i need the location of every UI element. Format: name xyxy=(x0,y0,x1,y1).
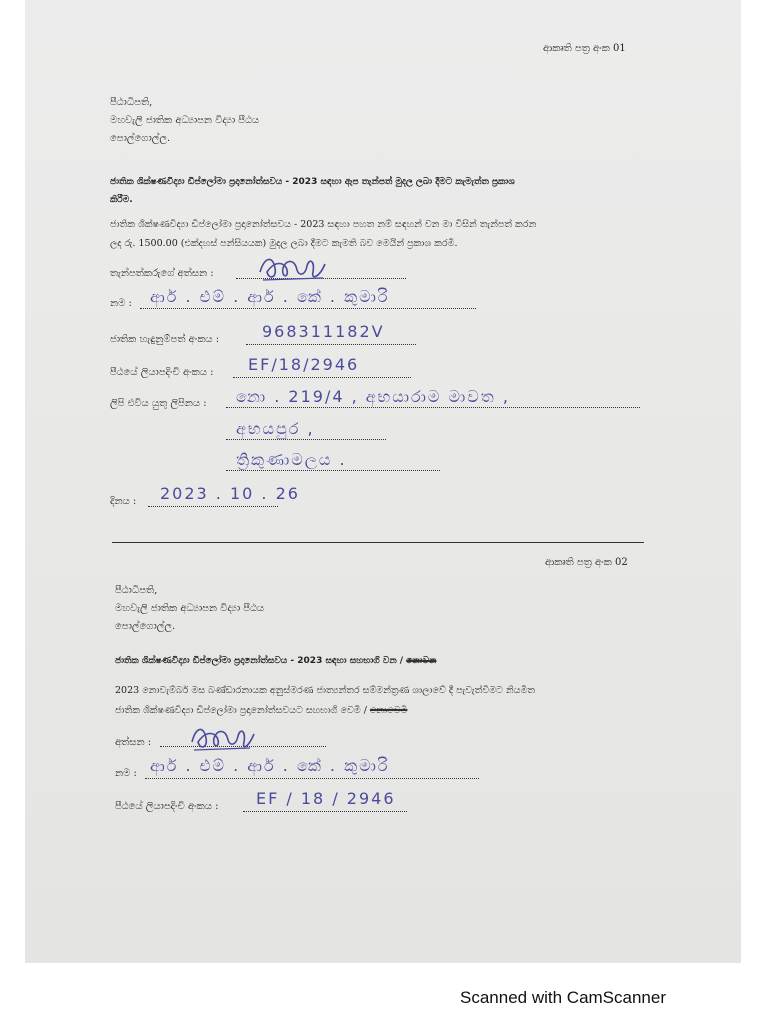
scanned-paper xyxy=(25,0,741,963)
section-divider xyxy=(112,542,644,543)
form2-reg-value: EF / 18 / 2946 xyxy=(256,789,396,808)
form2-name-line xyxy=(145,778,479,779)
form1-body-line2: ලද රු. 1500.00 (එක්දහස් පන්සියයක) මුදල ලබා දීමට කැමති බව මෙයින් ප්‍රකාශ කරමි. xyxy=(110,238,458,249)
form1-institution: මහවැලි ජාතික අධ්‍යාපන විද්‍යා පීඨය xyxy=(110,115,260,126)
form1-reg-value: EF/18/2946 xyxy=(248,355,360,374)
form2-name-label: නම : xyxy=(115,768,137,779)
form1-subject: ජාතික ශික්ෂණවිද්‍යා ඩිප්ලෝමා ප්‍රදානෝත්සවය - 2023 සඳහා ඇප තැන්පත් මුදල ලබා දීමට කැමැත්ත ප්‍රකාශ xyxy=(110,177,515,187)
form1-date-value: 2023 . 10 . 26 xyxy=(160,484,300,503)
form2-body-line1: 2023 නොවැම්බර් මස බණ්ඩාරනායක අනුස්මරණ ජාත්‍යන්තර සම්මන්ත්‍රණ ශාලාවේ දී පැවැත්වීමට නියමිත xyxy=(115,685,535,696)
form1-nic-value: 968311182V xyxy=(262,322,385,341)
form1-subject-cont: කිරීම. xyxy=(110,195,133,205)
form2-subject xyxy=(115,656,436,666)
form2-body-line2 xyxy=(115,705,407,716)
form1-nic-label: ජාතික හැඳුනුම්පත් අංකය : xyxy=(110,334,220,345)
form1-number: ආකෘති පත්‍ර අංක 01 xyxy=(543,43,626,54)
form1-name-label: නම : xyxy=(110,298,132,309)
form1-reg-line xyxy=(233,377,411,378)
form2-signature-label: අත්සන : xyxy=(115,737,152,748)
form1-date-label: දිනය : xyxy=(110,496,137,507)
form1-date-line xyxy=(148,506,278,507)
form1-name-line xyxy=(140,308,476,309)
form1-city: පොල්ගොල්ල. xyxy=(110,133,171,144)
form1-signature xyxy=(255,250,335,286)
form1-address-value1: නො . 219/4 , අභයාරාම මාවත , xyxy=(236,387,510,406)
form1-address-line2 xyxy=(226,439,386,440)
form2-name-value: ආර් . එම් . ආර් . කේ . කුමාරි xyxy=(150,756,390,775)
form1-addressee: පීඨාධිපති, xyxy=(110,97,153,108)
form1-signature-label: තැන්පත්කරුගේ අත්සන : xyxy=(110,268,214,279)
form2-subject-text: ජාතික ශික්ෂණවිද්‍යා ඩිප්ලෝමා ප්‍රදානෝත්සවය - 2023 සඳහා සහභාගි වන / xyxy=(115,656,404,666)
form2-signature xyxy=(188,720,258,756)
scanner-watermark: Scanned with CamScanner xyxy=(460,988,667,1007)
form1-name-value: ආර් . එම් . ආර් . කේ . කුමාරි xyxy=(150,287,390,306)
form2-institution: මහවැලි ජාතික අධ්‍යාපන විද්‍යා පීඨය xyxy=(115,603,265,614)
form1-nic-line xyxy=(246,344,416,345)
form1-address-value3: ත්‍රිකුණාමලය . xyxy=(236,450,347,469)
form1-address-line3 xyxy=(226,470,440,471)
form2-subject-struck: නොවන xyxy=(406,656,437,666)
form2-reg-line xyxy=(243,811,407,812)
form2-city: පොල්ගොල්ල. xyxy=(115,621,176,632)
form1-address-line1 xyxy=(226,407,640,408)
form2-number: ආකෘති පත්‍ර අංක 02 xyxy=(545,557,628,568)
form1-address-label: ලිපි එවිය යුතු ලිපිනය : xyxy=(110,398,207,409)
form1-address-value2: අභයපුර , xyxy=(236,419,315,438)
form2-reg-label: පීඨයේ ලියාපදිංචි අංකය : xyxy=(115,801,219,812)
form2-body-struck: නොවෙමි xyxy=(369,705,408,716)
form2-body-text: ජාතික ශික්ෂණවිද්‍යා ඩිප්ලෝමා ප්‍රදානෝත්සවයට සහභාගි වෙමි / xyxy=(115,705,367,716)
form2-addressee: පීඨාධිපති, xyxy=(115,585,158,596)
form1-body-line1: ජාතික ශික්ෂණවිද්‍යා ඩිප්ලෝමා ප්‍රදානෝත්සවය - 2023 සඳහා පහත නම් සඳහන් වන මා විසින් තැන්පත් කරන xyxy=(110,219,537,230)
form1-reg-label: පීඨයේ ලියාපදිංචි අංකය : xyxy=(110,367,214,378)
